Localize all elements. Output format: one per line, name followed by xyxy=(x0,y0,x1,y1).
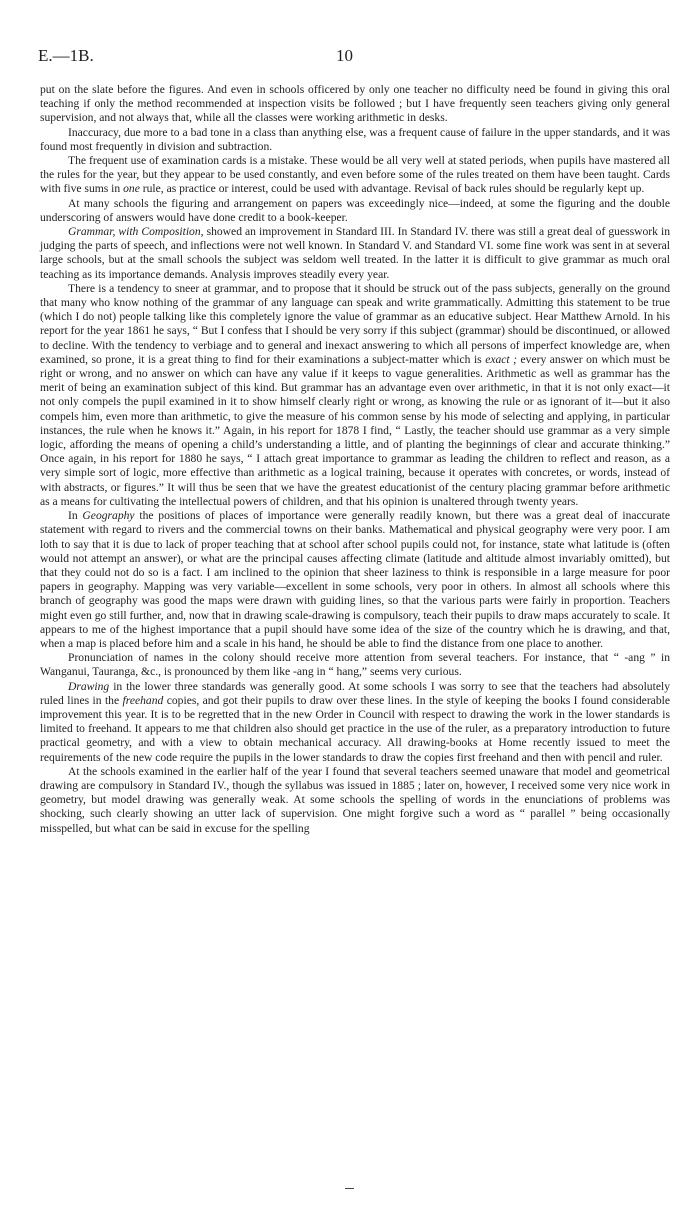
page-number: 10 xyxy=(336,46,353,65)
document-body xyxy=(40,83,670,836)
page-mark xyxy=(345,1188,354,1189)
paragraph: Pronunciation of names in the colony should receive more attention from several teachers. For instance, that “ -ang ” in Wanganui, Tauranga, &c., is pronounced by them like -ang in “ hang,” seems very curious. xyxy=(40,651,670,679)
page-header xyxy=(38,46,670,68)
paragraph-geography: In Geography the positions of places of importance were generally readily known, but there was a great deal of inaccurate statement with regard to rivers and the commercial towns on their banks. Mathematical and physical geography were very poor. I am loth to say that it is due to lack of proper teaching that at school after school pupils could not, for instance, state what latitude is (often would not attempt an answer), or what are the principal causes affecting climate (latitude and altitude almost invariably omitted), but that they could not do so is a fact. I am inclined to the opinion that sheer laziness to think is responsible in a large measure for poor papers in geography. Mapping was very variable—excellent in some schools, very poor in others. In almost all schools where this branch of geography was good the maps were drawn with guiding lines, so that the various parts were fairly in proportion. Teachers might even go still further, and, now that in drawing scale-drawing is compulsory, teach their pupils to draw maps accurately to scale. It appears to me of the highest importance that a pupil should have some idea of the size of the country which he is drawing, and that, when a map is placed before him and a scale in his hand, he should be able to find the distance from one place to another. xyxy=(40,509,670,650)
document-code: E.—1B. xyxy=(38,46,94,65)
paragraph: The frequent use of examination cards is a mistake. These would be all very well at stated periods, when pupils have mastered all the rules for the year, but they appear to be used constantly, and even before some of the rules treated on them have been taught. Cards with five sums in one rule, as practice or interest, could be used with advantage. Revisal of back rules should be regularly kept up. xyxy=(40,154,670,196)
paragraph: There is a tendency to sneer at grammar, and to propose that it should be struck out of the pass subjects, generally on the ground that many who know nothing of the grammar of any language can speak and write grammatically. Admitting this statement to be true (which I do not) people talking like this completely ignore the value of grammar as an educative subject. Hear Matthew Arnold. In his report for the year 1861 he says, “ But I confess that I should be very sorry if this subject (grammar) should be discontinued, or allowed to decline. With the tendency to verbiage and to general and inexact answering to which all persons of imperfect knowledge are, when examined, so prone, it is a great thing to find for their examinations a subject-matter which is exact ; every answer on which must be right or wrong, and no answer on which can have any value if it keeps to vague generalities. Arithmetic as well as grammar has the merit of being an examination subject of this kind. But grammar has an advantage even over arithmetic, in that it is not only exact—it not only compels the pupil examined in it to show himself clearly right or wrong, as knowing the rule or as ignorant of it—but it also compels him, even more than arithmetic, to give the measure of his common sense by his mode of selecting and applying, in particular instances, the rule when he knows it.” Again, in his report for 1878 I find, “ Lastly, the teacher should use grammar as a very simple logic, affording the means of opening a child’s understanding a little, and of planting the beginnings of clear and accurate thinking.” Once again, in his report for 1880 he says, “ I attach great importance to grammar as leading the children to reflect and reason, as a very simple sort of logic, more effective than arithmetic as a logical training, because it operates with concretes, or words, instead of with abstracts, or figures.” It will thus be seen that we have the greatest educationist of the century placing grammar before arithmetic as a means for cultivating the intellectual powers of children, and that his opinion is unaltered through twenty years. xyxy=(40,281,671,508)
paragraph: put on the slate before the figures. And even in schools officered by only one teacher no difficulty need be found in giving this oral teaching if only the method recommended at inspection visits be followed ; but I have frequently seen teachers giving only general supervision, and not always that, while all the classes were working arithmetic in desks. xyxy=(40,83,670,125)
paragraph-drawing: Drawing in the lower three standards was generally good. At some schools I was sorry to see that the teachers had absolutely ruled lines in the freehand copies, and got their pupils to draw over these lines. In the style of keeping the books I found considerable improvement this year. It is to be regretted that in the new Order in Council with respect to drawing the work in the lower standards is limited to freehand. It appears to me that children also should get practice in the use of the ruler, as a preparatory introduction to future practical geometry, and with a view to obtain mechanical accuracy. All drawing-books at Home recently issued to meet the requirements of the new code require the pupils in the lower standards to draw the copies first freehand and then with pencil and ruler. xyxy=(40,679,670,764)
paragraph-grammar: Grammar, with Composition, showed an improvement in Standard III. In Standard IV. there was still a great deal of guesswork in judging the parts of speech, and inflections were not well known. In Standard V. and Standard VI. some fine work was sent in at several large schools, but at the small schools the subject was seldom well treated. In the latter it is difficult to give grammar as much oral teaching as its importance demands. Analysis improves steadily every year. xyxy=(40,225,670,281)
paragraph: At many schools the figuring and arrangement on papers was exceedingly nice—indeed, at some the figuring and the double underscoring of answers would have done credit to a book-keeper. xyxy=(40,196,670,224)
paragraph: Inaccuracy, due more to a bad tone in a class than anything else, was a frequent cause of failure in the upper standards, and it was found most frequently in division and subtraction. xyxy=(40,125,670,153)
paragraph: At the schools examined in the earlier half of the year I found that several teachers seemed unaware that model and geometrical drawing are compulsory in Standard IV., though the syllabus was issued in 1885 ; later on, however, I received some very nice work in geometry, but model drawing was generally weak. At some schools the spelling of words in the enunciations of problems was shocking, such clearly showing an utter lack of supervision. One might forgive such a word as “ parallel ” being occasionally misspelled, but what can be said in excuse for the spelling xyxy=(40,764,670,835)
